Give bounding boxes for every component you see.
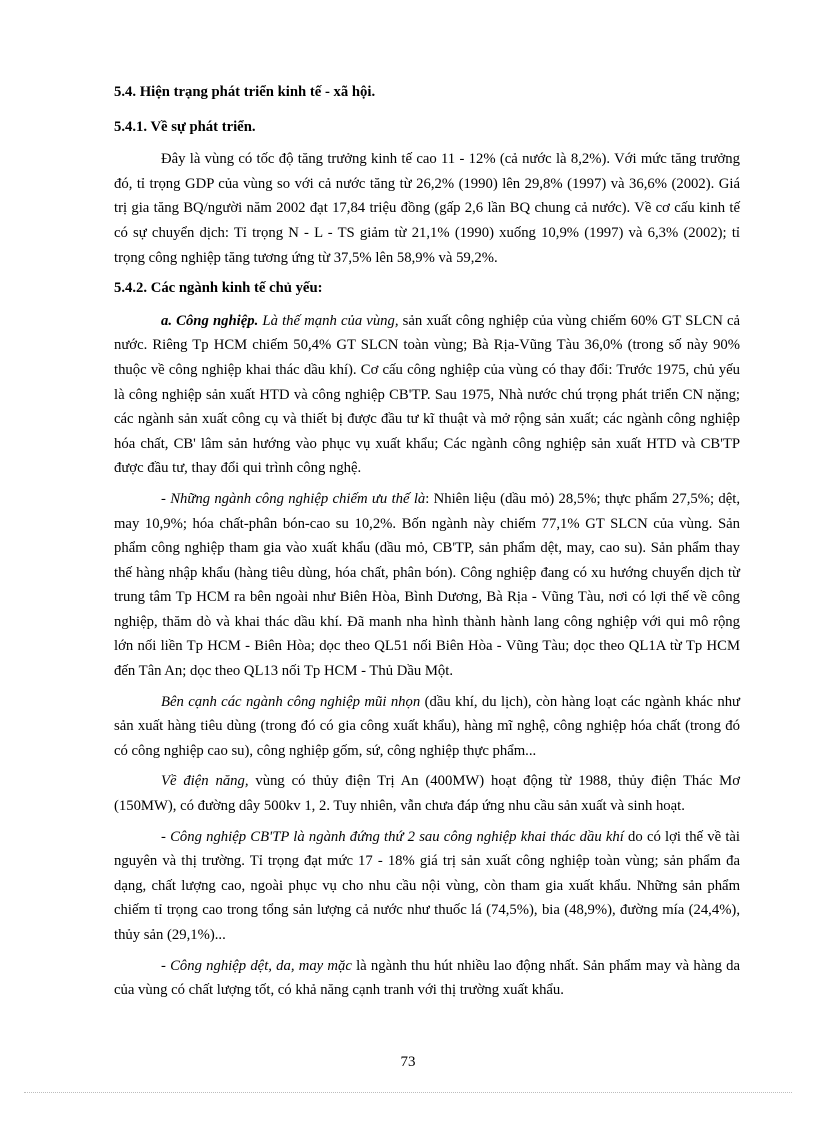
food-processing-lead: - Công nghiệp CB'TP là ngành đứng thứ 2 sau công nghiệp khai thác dầu khí (161, 828, 624, 845)
subsection-heading-sectors: 5.4.2. Các ngành kinh tế chủ yếu: (114, 280, 323, 297)
page-bottom-divider (24, 1092, 792, 1093)
paragraph-textile (114, 954, 740, 1003)
paragraph-industry (114, 309, 740, 481)
paragraph-dominant-industries (114, 487, 740, 684)
industry-lead: a. Công nghiệp. (161, 312, 259, 329)
paragraph-food-processing (114, 825, 740, 948)
electricity-lead: Về điện năng, (161, 773, 249, 790)
document-body (114, 80, 740, 1009)
food-processing-body: do có lợi thế về tài nguyên và thị trường. Tỉ trọng đạt mức 17 - 18% giá trị sản xuất công nghiệp toàn vùng; sản phẩm đa dạng, chất lượng cao, ngoài phục vụ cho nhu cầu nội vùng, còn tham gia xuất khẩu. Những sản phẩm chiếm tỉ trọng cao trong tổng sản lượng cả nước như thuốc lá (74,5%), bia (48,9%), đường mía (24,4%), thủy sản (29,1%)... (114, 828, 740, 943)
subsection-heading-development: 5.4.1. Về sự phát triển. (114, 118, 256, 135)
spearhead-body: (dầu khí, du lịch), còn hàng loạt các ngành khác như sản xuất hàng tiêu dùng (trong đó có gia công xuất khẩu), hàng mĩ nghệ, công nghiệp hóa chất (trong đó có công nghiệp cao su), công nghiệp gốm, sứ, công nghiệp thực phẩm... (114, 693, 740, 759)
dominant-lead: - Những ngành công nghiệp chiếm ưu thế là (161, 490, 426, 507)
section-heading: 5.4. Hiện trạng phát triển kinh tế - xã hội. (114, 84, 376, 100)
industry-body: sản xuất công nghiệp của vùng chiếm 60% GT SLCN cả nước. Riêng Tp HCM chiếm 50,4% GT SLCN toàn vùng; Bà Rịa-Vũng Tàu 36,0% (trong số này 90% thuộc về công nghiệp khai thác dầu khí). Cơ cấu công nghiệp của vùng có thay đổi: Trước 1975, chủ yếu là công nghiệp sản xuất HTD và công nghiệp CB'TP. Sau 1975, Nhà nước chú trọng phát triển CN nặng; các ngành sản xuất công cụ và thiết bị được đầu tư kĩ thuật và mở rộng sản xuất; các ngành công nghiệp hóa chất, CB' lâm sản hướng vào phục vụ xuất khẩu; Các ngành công nghiệp sản xuất HTD và CB'TP được đầu tư, thay đổi qui trình công nghệ. (114, 312, 740, 477)
paragraph-spearhead (114, 690, 740, 764)
paragraph-electricity (114, 769, 740, 818)
textile-body: là ngành thu hút nhiều lao động nhất. Sản phẩm may và hàng da của vùng có chất lượng tốt, có khả năng cạnh tranh với thị trường xuất khẩu. (114, 957, 740, 999)
textile-lead: - Công nghiệp dệt, da, may mặc (161, 957, 352, 974)
industry-lead-italic: Là thế mạnh của vùng, (262, 312, 399, 329)
paragraph-growth: Đây là vùng có tốc độ tăng trưởng kinh tế cao 11 - 12% (cả nước là 8,2%). Với mức tăng trưởng đó, tỉ trọng GDP của vùng so với cả nước tăng từ 26,2% (1990) lên 29,8% (1997) và 36,6% (2002). Giá trị gia tăng BQ/người năm 2002 đạt 17,84 triệu đồng (gấp 2,6 lần BQ chung cả nước). Về cơ cấu kinh tế có sự chuyển dịch: Tỉ trọng N - L - TS giảm từ 21,1% (1990) xuống 10,9% (1997) và 6,3% (2002); tỉ trọng công nghiệp tăng tương ứng từ 37,5% lên 58,9% và 59,2%. (114, 151, 740, 266)
dominant-body: : Nhiên liệu (dầu mỏ) 28,5%; thực phẩm 27,5%; dệt, may 10,9%; hóa chất-phân bón-cao su 10,2%. Bốn ngành này chiếm 77,1% GT SLCN của vùng. Sản phẩm công nghiệp tham gia vào xuất khẩu (dầu mỏ, CB'TP, sản phẩm dệt, may, cao su). Sản phẩm thay thế hàng nhập khẩu (hàng tiêu dùng, hóa chất, phân bón). Công nghiệp đang có xu hướng chuyển dịch từ trung tâm Tp HCM ra bên ngoài như Biên Hòa, Bình Dương, Bà Rịa - Vũng Tàu, nơi có lợi thế về công nghiệp, thăm dò và khai thác dầu khí. Đã manh nha hình thành hành lang công nghiệp với qui mô rộng lớn nối liền Tp HCM - Biên Hòa; dọc theo QL51 nối Biên Hòa - Vũng Tàu; dọc theo QL1A từ Tp HCM đến Tân An; dọc theo QL13 nối Tp HCM - Thủ Dầu Một. (114, 490, 740, 680)
page-number: 73 (400, 1054, 416, 1070)
spearhead-lead: Bên cạnh các ngành công nghiệp mũi nhọn (161, 693, 421, 710)
electricity-body: vùng có thủy điện Trị An (400MW) hoạt động từ 1988, thủy điện Thác Mơ (150MW), có đường dây 500kv 1, 2. Tuy nhiên, vẫn chưa đáp ứng nhu cầu sản xuất và sinh hoạt. (114, 773, 740, 815)
